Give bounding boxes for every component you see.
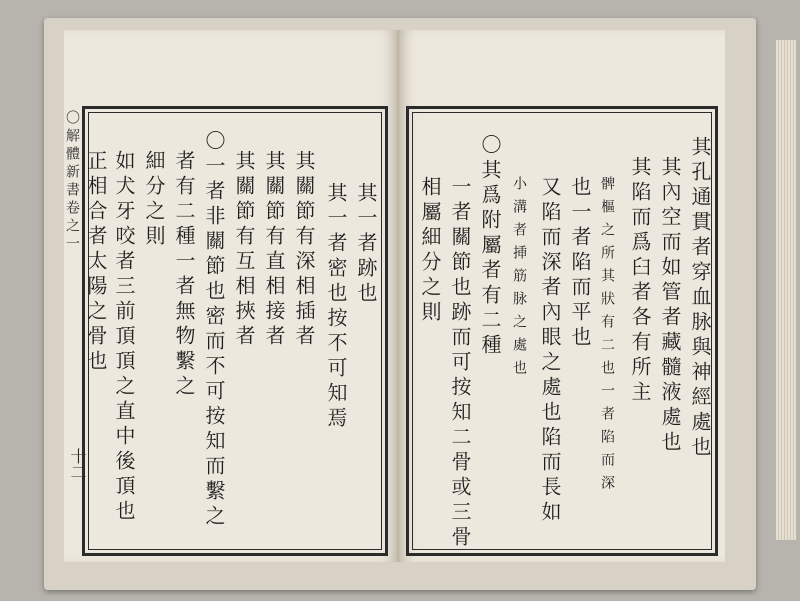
right-column-9: 一者關節也跡而可按知二骨或三骨 (448, 176, 472, 551)
left-column-7: 者有二種一者無物繫之 (172, 150, 196, 400)
right-column-3: 其陷而爲臼者各有所主 (628, 156, 652, 406)
left-column-8: 細分之則 (142, 150, 166, 250)
folio-number: 十二 (68, 448, 87, 480)
left-column-3: 其關節有深相插者 (292, 150, 316, 350)
right-column-2: 其內空而如管者藏髓液處也 (658, 156, 682, 456)
margin-title: 〇解體新書卷之一 (64, 110, 80, 254)
left-column-2: 其一者密也按不可知焉 (324, 182, 348, 432)
right-column-10: 相屬細分之則 (418, 176, 442, 326)
left-column-10: 正相合者太陽之骨也 (84, 150, 108, 375)
right-column-5: 也一者陷而平也 (568, 176, 592, 351)
left-column-5: 其關節有互相挾者 (232, 150, 256, 350)
left-column-6: 〇一者非關節也密而不可按知而繫之 (202, 130, 226, 530)
page-edges (776, 40, 796, 540)
right-column-4: 髀樞之所其狀有二也一者陷而深 (599, 176, 615, 498)
left-column-1: 其一者跡也 (354, 182, 378, 307)
left-column-9: 如犬牙咬者三前頂頂之直中後頂也 (112, 150, 136, 525)
right-column-7: 小溝者挿筋脉之處也 (511, 176, 527, 383)
right-column-6: 又陷而深者內眼之處也陷而長如 (538, 176, 562, 526)
book-gutter (395, 30, 401, 562)
right-column-1: 其孔通貫者穿血脉與神經處也 (688, 136, 712, 461)
right-column-8: 〇其爲附屬者有二種 (478, 134, 502, 359)
left-column-4: 其關節有直相接者 (262, 150, 286, 350)
